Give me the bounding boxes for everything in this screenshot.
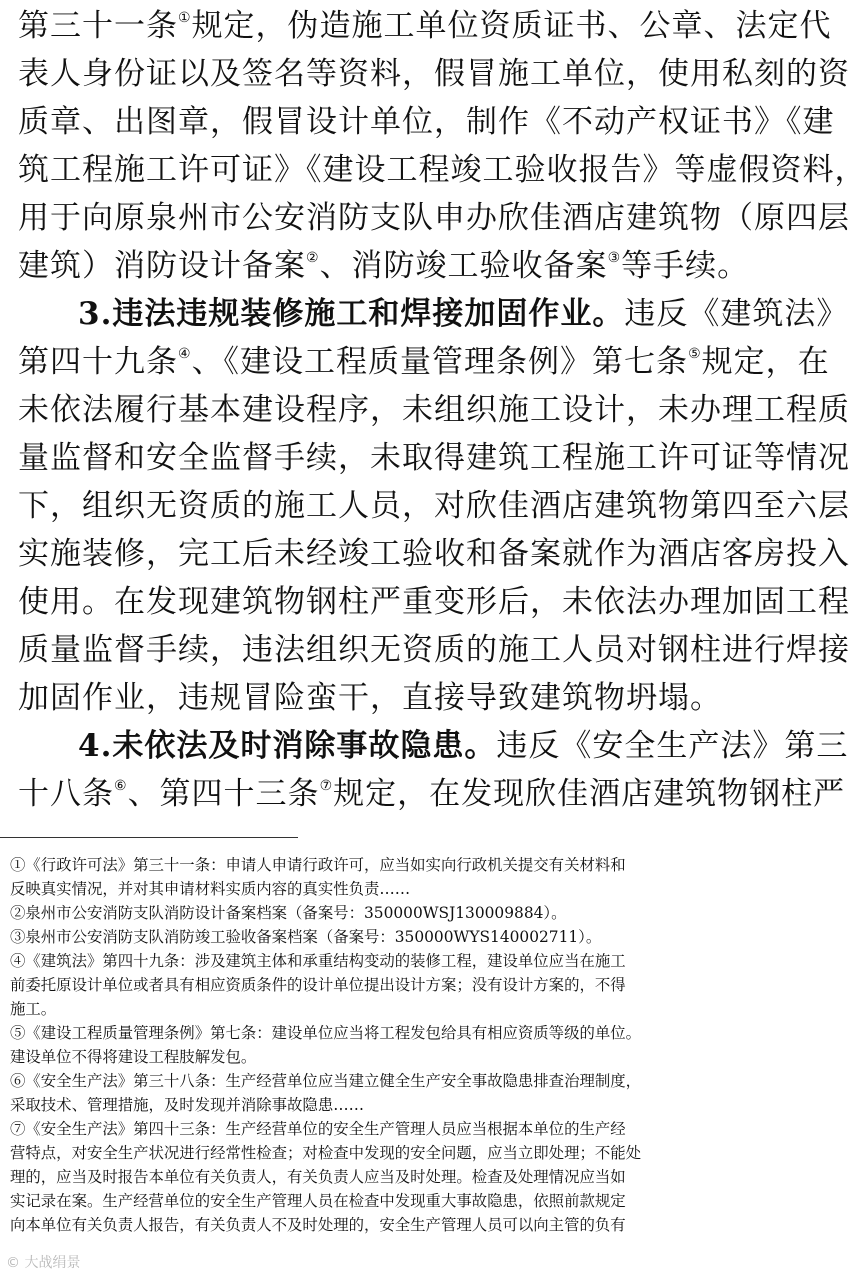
footnote-marker[interactable]: ④ [178, 346, 192, 362]
footnote-line: ③泉州市公安消防支队消防竣工验收备案档案（备案号：350000WYS140002711）。 [10, 928, 602, 946]
watermark: © 大战绢景 [6, 1255, 81, 1271]
section-heading: 3.违法违规装修施工和焊接加固作业。 [78, 296, 625, 332]
text-line [18, 722, 849, 770]
text-span: 加固作业，违规冒险蛮干，直接导致建筑物坍塌。 [18, 680, 722, 716]
text-span: 、第四十三条 [127, 776, 320, 812]
text-line [18, 146, 867, 194]
footnote-line: 营特点，对安全生产状况进行经常性检查；对检查中发现的安全问题，应当立即处理；不能处 [10, 1144, 642, 1162]
text-span: 违反《安全生产法》第三 [496, 728, 849, 764]
text-line [18, 50, 850, 98]
text-span: 未依法履行基本建设程序，未组织施工设计，未办理工程质 [18, 392, 850, 428]
footnote-line: ①《行政许可法》第三十一条：申请人申请行政许可，应当如实向行政机关提交有关材料和 [10, 856, 626, 874]
text-line [18, 578, 850, 626]
text-span: 下，组织无资质的施工人员，对欣佳酒店建筑物第四至六层 [18, 488, 850, 524]
footnote-line: 理的，应当及时报告本单位有关负责人，有关负责人应当及时处理。检查及处理情况应当如 [10, 1168, 626, 1186]
footnote-line: 采取技术、管理措施，及时发现并消除事故隐患…… [10, 1096, 364, 1114]
text-line [18, 2, 832, 50]
footnote-marker[interactable]: ③ [607, 250, 622, 266]
footnote-line: 前委托原设计单位或者具有相应资质条件的设计单位提出设计方案；没有设计方案的，不得 [10, 976, 626, 994]
footnote-line: ④《建筑法》第四十九条：涉及建筑主体和承重结构变动的装修工程，建设单位应当在施工 [10, 952, 626, 970]
text-span: 、消防竣工验收备案 [319, 248, 608, 284]
text-span: 筑工程施工许可证》《建设工程竣工验收报告》等虚假资料， [18, 152, 867, 188]
text-span: 、《建设工程质量管理条例》第七条 [191, 344, 689, 380]
text-line [18, 626, 850, 674]
footnote-line: 向本单位有关负责人报告，有关负责人不及时处理的，安全生产管理人员可以向主管的负有 [10, 1216, 626, 1234]
text-span: 质章、出图章，假冒设计单位，制作《不动产权证书》《建 [18, 104, 835, 140]
text-line [18, 194, 850, 242]
text-span: 规定，在 [701, 344, 830, 380]
text-span: 用于向原泉州市公安消防支队申办欣佳酒店建筑物（原四层 [18, 200, 850, 236]
text-line [18, 338, 830, 386]
footnote-line: 实记录在案。生产经营单位的安全生产管理人员在检查中发现重大事故隐患，依照前款规定 [10, 1192, 626, 1210]
text-span: 质量监督手续，违法组织无资质的施工人员对钢柱进行焊接 [18, 632, 850, 668]
footnotes [10, 853, 780, 1237]
footnote-line: ⑤《建设工程质量管理条例》第七条：建设单位应当将工程发包给具有相应资质等级的单位。 [10, 1024, 642, 1042]
footnote-line: 建设单位不得将建设工程肢解发包。 [10, 1048, 257, 1066]
footnote-marker[interactable]: ⑤ [688, 346, 702, 362]
footnote-marker[interactable]: ⑦ [319, 778, 334, 794]
footnote-line: 施工。 [10, 1000, 57, 1018]
text-line [18, 386, 850, 434]
text-span: 建筑）消防设计备案 [18, 248, 306, 284]
text-line [18, 482, 850, 530]
text-span: 表人身份证以及签名等资料，假冒施工单位，使用私刻的资 [18, 56, 850, 92]
text-span: 违反《建筑法》 [624, 296, 849, 332]
main-text [18, 0, 867, 816]
footnote-line: ⑥《安全生产法》第三十八条：生产经营单位应当建立健全生产安全事故隐患排查治理制度， [10, 1072, 642, 1090]
text-span: 使用。在发现建筑物钢柱严重变形后，未依法办理加固工程 [18, 584, 850, 620]
text-line [18, 770, 846, 818]
text-span: 规定，在发现欣佳酒店建筑物钢柱严 [333, 776, 846, 812]
text-line [18, 290, 849, 338]
text-span: 第四十九条 [18, 344, 178, 380]
text-span: 第三十一条 [18, 8, 178, 44]
text-line [18, 674, 778, 722]
footnote-marker[interactable]: ① [178, 10, 192, 26]
footnote-marker[interactable]: ② [306, 250, 320, 266]
footnote-divider [0, 837, 298, 838]
text-span: 量监督和安全监督手续，未取得建筑工程施工许可证等情况 [18, 440, 850, 476]
text-line [18, 98, 835, 146]
text-line [18, 242, 778, 290]
footnote-line: ⑦《安全生产法》第四十三条：生产经营单位的安全生产管理人员应当根据本单位的生产经 [10, 1120, 626, 1138]
footnote-line: 反映真实情况，并对其申请材料实质内容的真实性负责…… [10, 880, 411, 898]
text-span: 规定，伪造施工单位资质证书、公章、法定代 [191, 8, 832, 44]
text-span: 实施装修，完工后未经竣工验收和备案就作为酒店客房投入 [18, 536, 850, 572]
text-line [18, 530, 850, 578]
text-span: 十八条 [18, 776, 114, 812]
text-span: 等手续。 [621, 248, 750, 284]
section-heading: 4.未依法及时消除事故隐患。 [78, 728, 497, 764]
footnote-line: ②泉州市公安消防支队消防设计备案档案（备案号：350000WSJ130009884）。 [10, 904, 567, 922]
footnote-marker[interactable]: ⑥ [114, 778, 128, 794]
text-line [18, 434, 850, 482]
